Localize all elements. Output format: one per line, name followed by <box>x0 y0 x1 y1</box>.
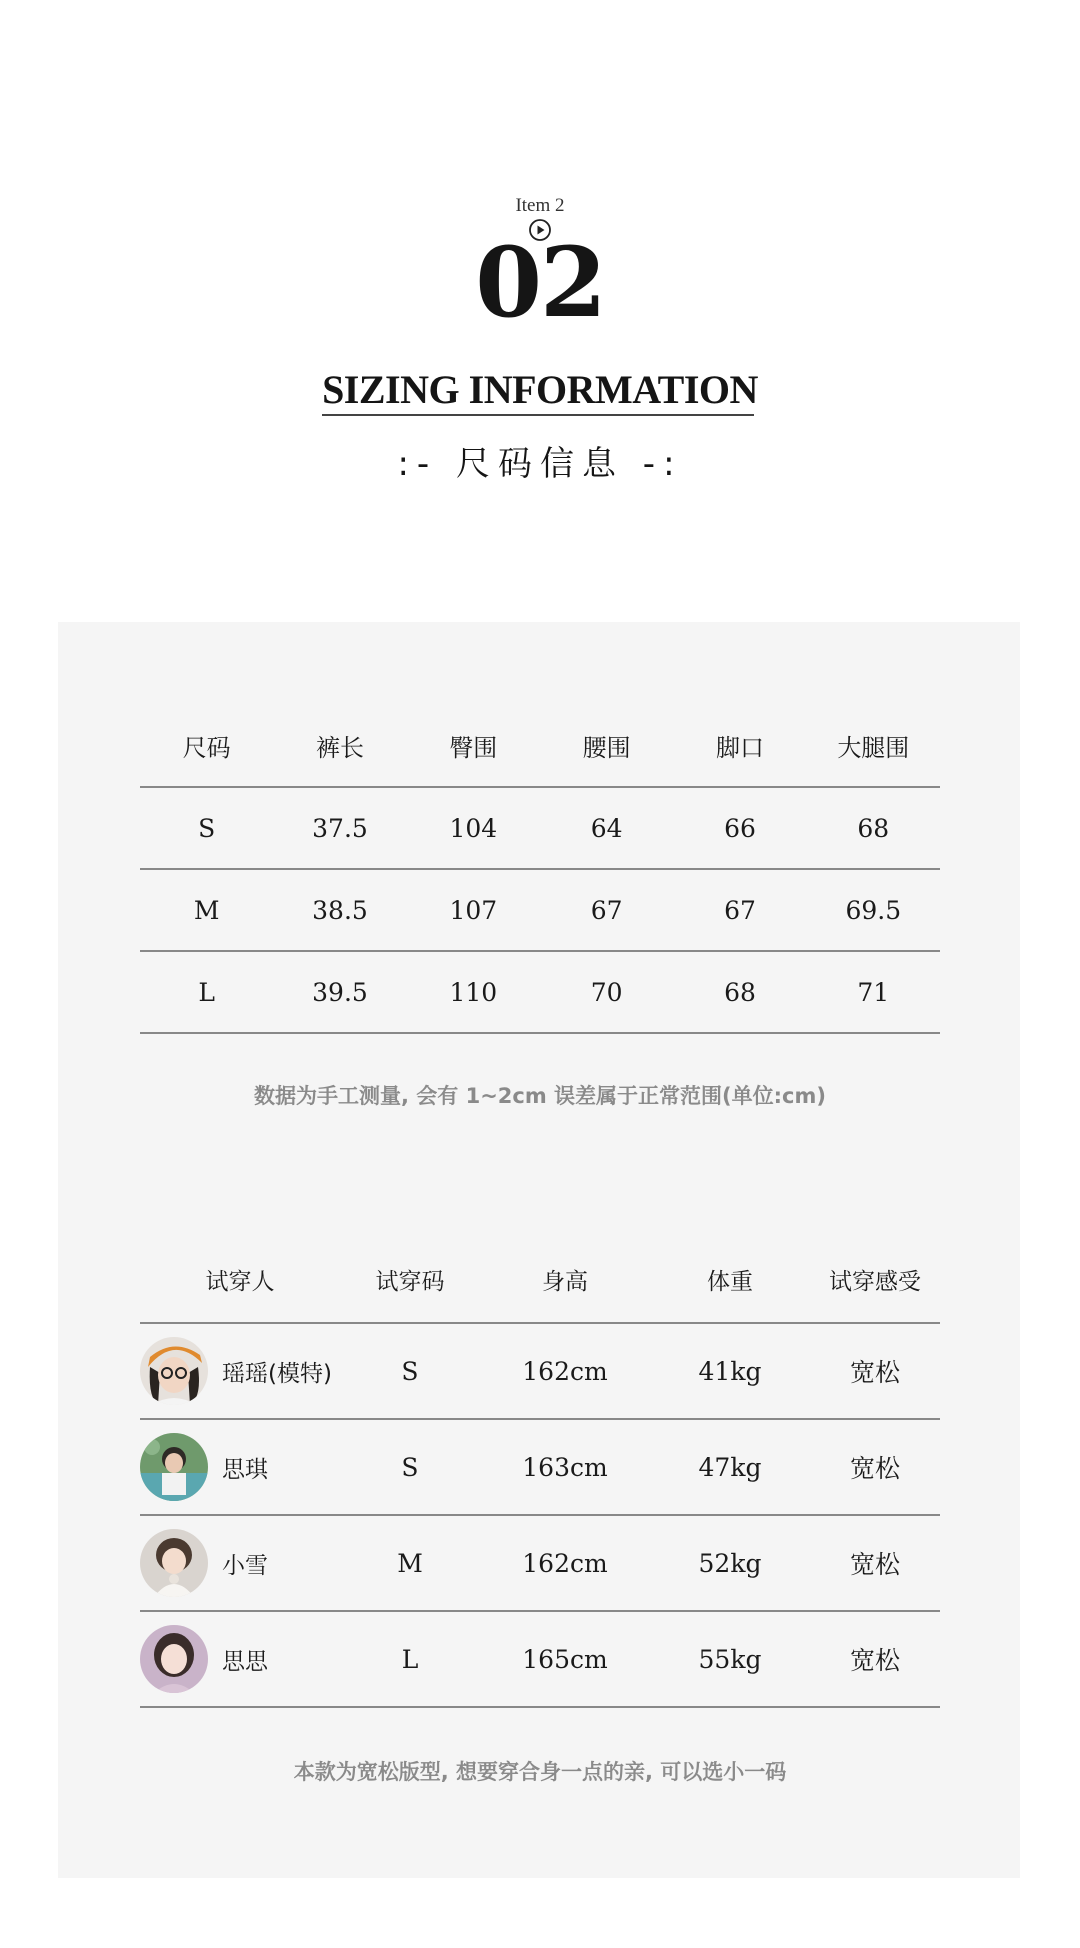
table-cell: 41kg <box>650 1323 810 1419</box>
tester-cell <box>140 1323 340 1419</box>
size-cell: S <box>140 787 273 869</box>
table-row <box>140 951 940 1033</box>
measurement-note: 数据为手工测量, 会有 1~2cm 误差属于正常范围(单位:cm) <box>254 1084 826 1108</box>
table-cell: 162cm <box>480 1323 650 1419</box>
try-table-header-row <box>140 1236 940 1323</box>
item-label: Item 2 <box>515 195 565 216</box>
table-cell: 67 <box>540 869 673 951</box>
header-waist: 腰围 <box>540 704 673 787</box>
table-cell: 107 <box>407 869 540 951</box>
table-row <box>140 1515 940 1611</box>
header-try-size: 试穿码 <box>340 1236 480 1323</box>
size-cell: M <box>140 869 273 951</box>
table-cell: 104 <box>407 787 540 869</box>
table-row <box>140 869 940 951</box>
header-size: 尺码 <box>140 704 273 787</box>
table-cell: 70 <box>540 951 673 1033</box>
table-cell: 68 <box>807 787 940 869</box>
table-cell: 163cm <box>480 1419 650 1515</box>
table-cell: 52kg <box>650 1515 810 1611</box>
tester-name: 思思 <box>222 1648 268 1675</box>
table-row <box>140 787 940 869</box>
section-header <box>0 0 1080 620</box>
header-pants-length: 裤长 <box>273 704 406 787</box>
table-cell: 71 <box>807 951 940 1033</box>
table-cell: 37.5 <box>273 787 406 869</box>
header-tester: 试穿人 <box>140 1236 340 1323</box>
tester-name: 思琪 <box>222 1456 268 1483</box>
fit-note: 本款为宽松版型, 想要穿合身一点的亲, 可以选小一码 <box>293 1760 787 1784</box>
table-cell: 39.5 <box>273 951 406 1033</box>
table-cell: 宽松 <box>810 1323 940 1419</box>
table-cell: 宽松 <box>810 1611 940 1707</box>
tester-name: 瑶瑶(模特) <box>222 1360 332 1387</box>
table-cell: 38.5 <box>273 869 406 951</box>
table-cell: 110 <box>407 951 540 1033</box>
table-cell: 55kg <box>650 1611 810 1707</box>
header-feel: 试穿感受 <box>810 1236 940 1323</box>
tester-cell <box>140 1611 340 1707</box>
size-cell: L <box>140 951 273 1033</box>
header-thigh: 大腿围 <box>807 704 940 787</box>
tester-name: 小雪 <box>222 1552 268 1579</box>
table-row <box>140 1419 940 1515</box>
header-leg-opening: 脚口 <box>673 704 806 787</box>
tester-cell <box>140 1515 340 1611</box>
title-chinese: :- 尺码信息 -: <box>397 444 683 484</box>
avatar <box>140 1529 208 1597</box>
table-cell: 66 <box>673 787 806 869</box>
table-cell: 68 <box>673 951 806 1033</box>
table-cell: L <box>340 1611 480 1707</box>
try-on-table <box>140 1236 940 1708</box>
table-cell: 宽松 <box>810 1419 940 1515</box>
avatar <box>140 1433 208 1501</box>
avatar <box>140 1625 208 1693</box>
size-table-header-row <box>140 704 940 787</box>
size-table <box>140 704 940 1034</box>
title-english: SIZING INFORMATION <box>322 367 758 412</box>
avatar <box>140 1337 208 1405</box>
table-cell: 162cm <box>480 1515 650 1611</box>
table-row <box>140 1611 940 1707</box>
header-height: 身高 <box>480 1236 650 1323</box>
title-underline <box>322 414 754 416</box>
header-hip: 臀围 <box>407 704 540 787</box>
table-cell: 64 <box>540 787 673 869</box>
table-cell: 165cm <box>480 1611 650 1707</box>
table-cell: 67 <box>673 869 806 951</box>
table-cell: S <box>340 1323 480 1419</box>
table-cell: 47kg <box>650 1419 810 1515</box>
table-cell: 69.5 <box>807 869 940 951</box>
table-cell: S <box>340 1419 480 1515</box>
table-row <box>140 1323 940 1419</box>
table-cell: 宽松 <box>810 1515 940 1611</box>
section-number: 02 <box>475 226 605 339</box>
tester-cell <box>140 1419 340 1515</box>
header-weight: 体重 <box>650 1236 810 1323</box>
table-cell: M <box>340 1515 480 1611</box>
